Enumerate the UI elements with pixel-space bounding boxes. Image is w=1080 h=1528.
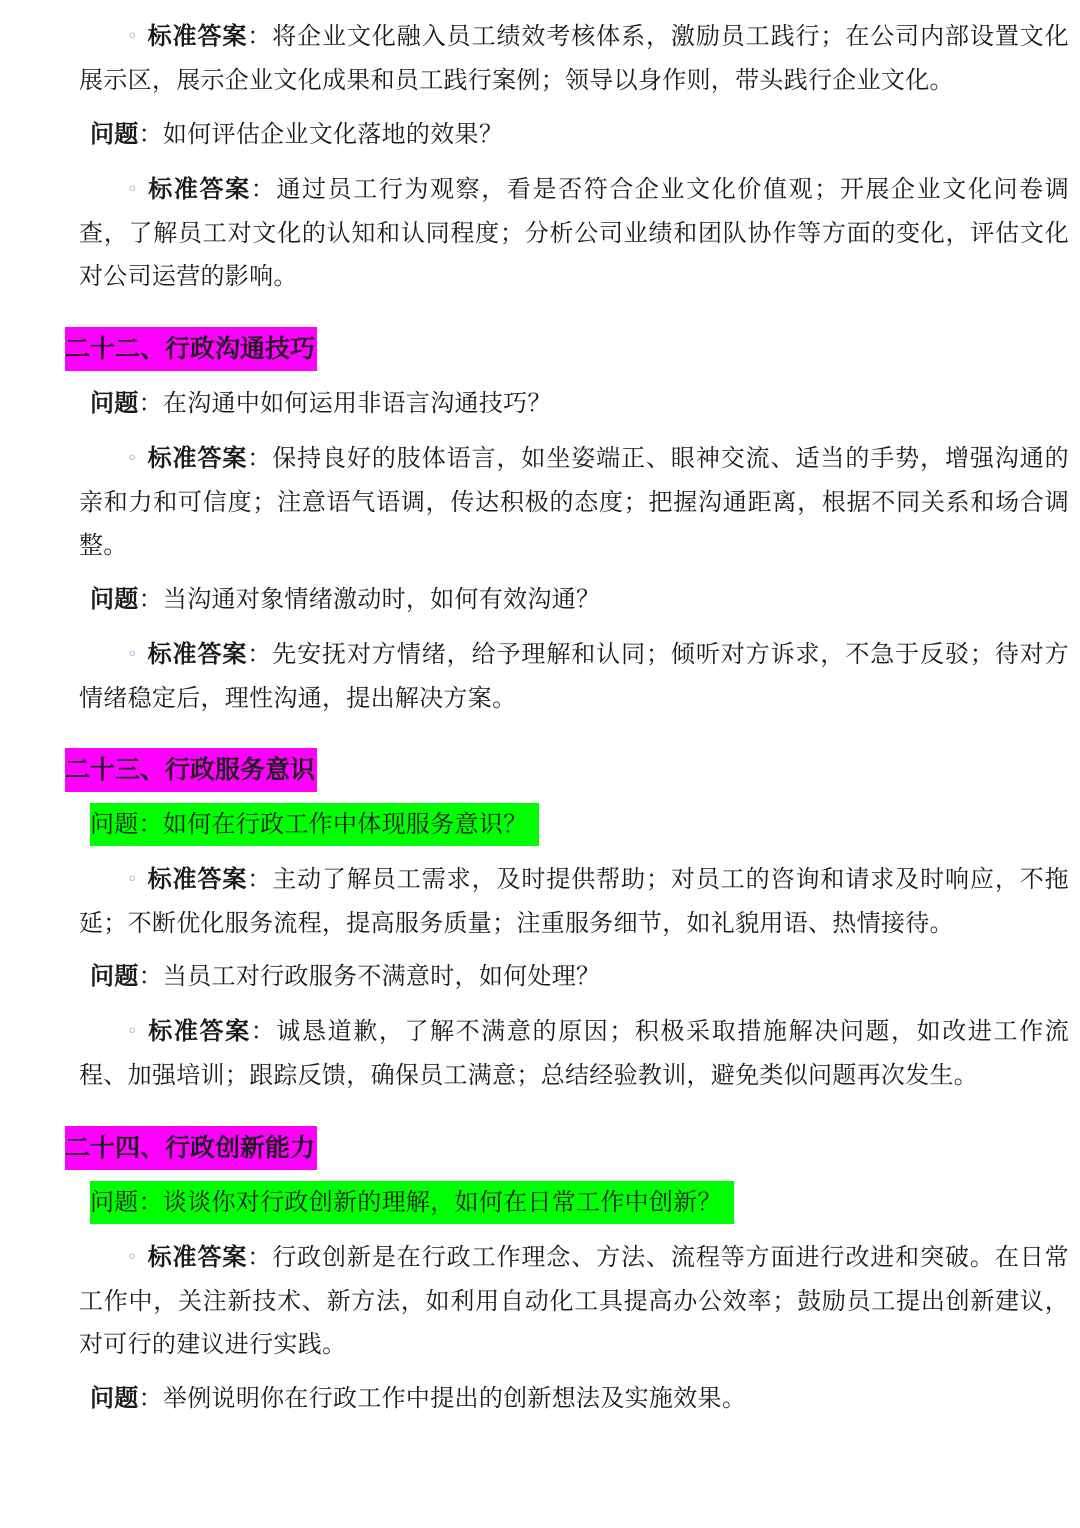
question-label: 问题 <box>90 810 139 838</box>
question-label: 问题 <box>90 1188 139 1216</box>
bullet-icon: ◦ <box>127 448 138 469</box>
highlighted-question-line: 问题：谈谈你对行政创新的理解，如何在日常工作中创新？ <box>90 1181 734 1224</box>
answer-paragraph: ◦ 标准答案：先安抚对方情绪，给予理解和认同；倾听对方诉求，不急于反驳；待对方情绪稳定后，理性沟通，提出解决方案。 <box>79 633 1069 720</box>
answer-label: 标准答案 <box>147 640 248 668</box>
question-text: 举例说明你在行政工作中提出的创新想法及实施效果。 <box>162 1384 747 1412</box>
bullet-icon: ◦ <box>127 644 138 665</box>
answer-paragraph: ◦ 标准答案：主动了解员工需求，及时提供帮助；对员工的咨询和请求及时响应，不拖延；不断优化服务流程，提高服务质量；注重服务细节，如礼貌用语、热情接待。 <box>79 858 1069 945</box>
question-label: 问题 <box>90 585 139 613</box>
bullet-icon: ◦ <box>127 179 138 200</box>
answer-label: 标准答案 <box>147 1243 248 1271</box>
question-text: 在沟通中如何运用非语言沟通技巧？ <box>162 389 552 417</box>
answer-paragraph: ◦ 标准答案：行政创新是在行政工作理念、方法、流程等方面进行改进和突破。在日常工作中，关注新技术、新方法，如利用自动化工具提高办公效率；鼓励员工提出创新建议，对可行的建议进行实践。 <box>79 1236 1069 1367</box>
answer-label: 标准答案 <box>147 22 248 50</box>
answer-label: 标准答案 <box>147 1017 251 1045</box>
question-line: 问题：如何评估企业文化落地的效果？ <box>90 120 504 148</box>
answer-text: 通过员工行为观察，看是否符合企业文化价值观；开展企业文化问卷调查，了解员工对文化的认知和认同程度；分析公司业绩和团队协作等方面的变化，评估文化对公司运营的影响。 <box>79 175 1069 290</box>
question-line: 问题：当沟通对象情绪激动时，如何有效沟通？ <box>90 585 601 613</box>
section-heading: 二十四、行政创新能力 <box>65 1126 317 1170</box>
answer-text: 诚恳道歉，了解不满意的原因；积极采取措施解决问题，如改进工作流程、加强培训；跟踪反馈，确保员工满意；总结经验教训，避免类似问题再次发生。 <box>79 1017 1069 1089</box>
question-text: 当沟通对象情绪激动时，如何有效沟通？ <box>162 585 601 613</box>
answer-text: 行政创新是在行政工作理念、方法、流程等方面进行改进和突破。在日常工作中，关注新技术、新方法，如利用自动化工具提高办公效率；鼓励员工提出创新建议，对可行的建议进行实践。 <box>79 1243 1069 1358</box>
section-heading: 二十二、行政沟通技巧 <box>65 327 317 371</box>
bullet-icon: ◦ <box>127 1021 138 1042</box>
section-heading: 二十三、行政服务意识 <box>65 748 317 792</box>
question-text: 如何评估企业文化落地的效果？ <box>162 120 504 148</box>
answer-label: 标准答案 <box>147 444 248 472</box>
question-text: 当员工对行政服务不满意时，如何处理？ <box>162 962 601 990</box>
answer-text: 主动了解员工需求，及时提供帮助；对员工的咨询和请求及时响应，不拖延；不断优化服务流程，提高服务质量；注重服务细节，如礼貌用语、热情接待。 <box>79 865 1069 937</box>
answer-paragraph: ◦ 标准答案：诚恳道歉，了解不满意的原因；积极采取措施解决问题，如改进工作流程、加强培训；跟踪反馈，确保员工满意；总结经验教训，避免类似问题再次发生。 <box>79 1010 1069 1097</box>
answer-paragraph: ◦ 标准答案：将企业文化融入员工绩效考核体系，激励员工践行；在公司内部设置文化展示区，展示企业文化成果和员工践行案例；领导以身作则，带头践行企业文化。 <box>79 15 1069 102</box>
answer-text: 将企业文化融入员工绩效考核体系，激励员工践行；在公司内部设置文化展示区，展示企业文化成果和员工践行案例；领导以身作则，带头践行企业文化。 <box>79 22 1069 94</box>
bullet-icon: ◦ <box>127 1247 138 1268</box>
bullet-icon: ◦ <box>127 869 138 890</box>
question-label: 问题 <box>90 962 139 990</box>
question-label: 问题 <box>90 1384 139 1412</box>
bullet-icon: ◦ <box>127 26 138 47</box>
answer-paragraph: ◦ 标准答案：通过员工行为观察，看是否符合企业文化价值观；开展企业文化问卷调查，了解员工对文化的认知和认同程度；分析公司业绩和团队协作等方面的变化，评估文化对公司运营的影响。 <box>79 168 1069 299</box>
answer-paragraph: ◦ 标准答案：保持良好的肢体语言，如坐姿端正、眼神交流、适当的手势，增强沟通的亲和力和可信度；注意语气语调，传达积极的态度；把握沟通距离，根据不同关系和场合调整。 <box>79 437 1069 568</box>
question-line: 问题：当员工对行政服务不满意时，如何处理？ <box>90 962 601 990</box>
highlighted-question-line: 问题：如何在行政工作中体现服务意识？ <box>90 803 539 846</box>
answer-text: 先安抚对方情绪，给予理解和认同；倾听对方诉求，不急于反驳；待对方情绪稳定后，理性沟通，提出解决方案。 <box>79 640 1069 712</box>
answer-label: 标准答案 <box>147 175 251 203</box>
answer-label: 标准答案 <box>147 865 248 893</box>
question-text: 如何在行政工作中体现服务意识？ <box>162 810 528 838</box>
question-label: 问题 <box>90 389 139 417</box>
answer-text: 保持良好的肢体语言，如坐姿端正、眼神交流、适当的手势，增强沟通的亲和力和可信度；注意语气语调，传达积极的态度；把握沟通距离，根据不同关系和场合调整。 <box>79 444 1069 559</box>
question-line: 问题：在沟通中如何运用非语言沟通技巧？ <box>90 389 552 417</box>
question-label: 问题 <box>90 120 139 148</box>
question-text: 谈谈你对行政创新的理解，如何在日常工作中创新？ <box>162 1188 722 1216</box>
question-line: 问题：举例说明你在行政工作中提出的创新想法及实施效果。 <box>90 1384 747 1412</box>
